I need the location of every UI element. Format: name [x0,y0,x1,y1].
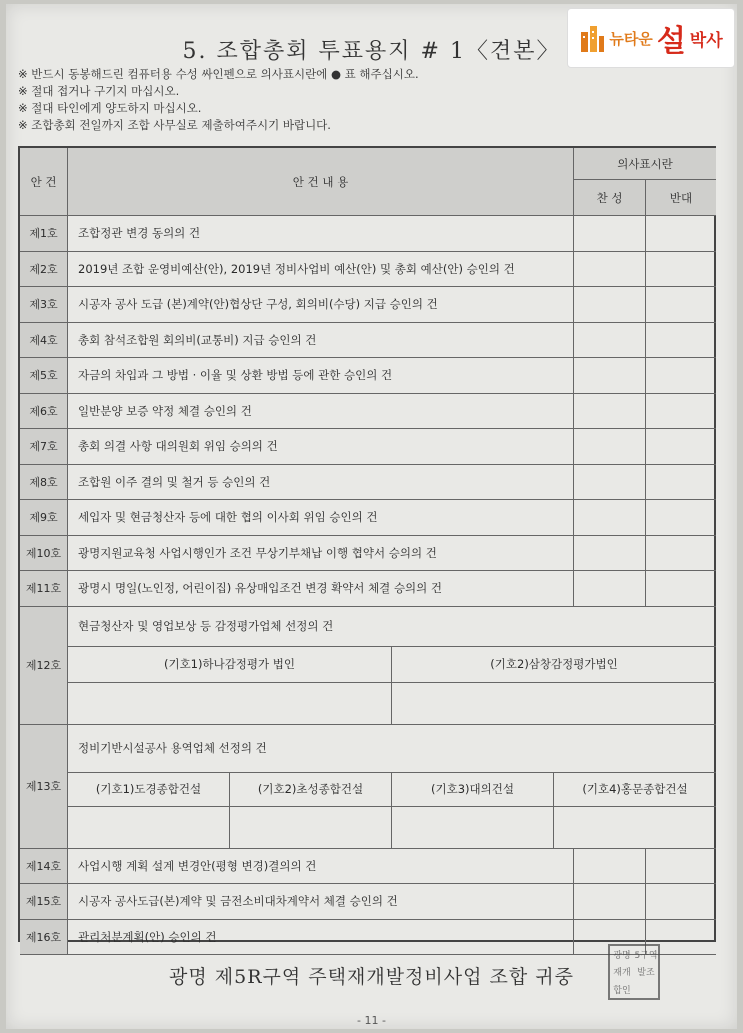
badge-text: 뉴타운 [609,29,653,48]
candidate-option-2: (기호2)초성종합건설 [230,773,392,807]
vote-oppose-box[interactable] [646,394,716,430]
agenda-text: 시공자 공사 도급 (본)계약(안)협상단 구성, 회의비(수당) 지급 승인의 건 [68,287,574,323]
house-icon [579,22,605,54]
instructions [18,66,578,134]
badge-tail: 박사 [689,30,723,51]
agenda-number: 제12호 [20,607,68,725]
header-agree: 찬 성 [574,180,646,216]
agenda-text: 광명시 명일(노인정, 어린이집) 유상매입조건 변경 확약서 체결 승의의 건 [68,571,574,607]
candidate-vote-box-1[interactable] [68,807,230,849]
agenda-number: 제2호 [20,252,68,288]
candidate-option-4: (기호4)홍문종합건설 [554,773,716,807]
agenda-text: 총회 의결 사항 대의원회 위임 승의의 건 [68,429,574,465]
header-agenda-no: 안 건 [20,148,68,216]
header-vote: 의사표시란 [574,148,716,180]
seal-char: 발조 [637,968,655,979]
agenda-text: 총회 참석조합원 회의비(교통비) 지급 승인의 건 [68,323,574,359]
vote-oppose-box[interactable] [646,849,716,885]
agenda-text: 2019년 조합 운영비예산(안), 2019년 정비사업비 예산(안) 및 총회 예산(안) 승인의 건 [68,252,574,288]
note-3: ※ 절대 타인에게 양도하지 마십시오. [18,101,202,115]
agenda-number: 제9호 [20,500,68,536]
vote-agree-box[interactable] [574,571,646,607]
agenda-number: 제5호 [20,358,68,394]
agenda-number: 제7호 [20,429,68,465]
vote-oppose-box[interactable] [646,358,716,394]
header-oppose: 반대 [646,180,716,216]
agenda-number: 제14호 [20,849,68,885]
agenda-number: 제3호 [20,287,68,323]
vote-agree-box[interactable] [574,500,646,536]
vote-oppose-box[interactable] [646,500,716,536]
vote-oppose-box[interactable] [646,429,716,465]
agenda-number: 제6호 [20,394,68,430]
agenda-text: 조합정관 변경 동의의 건 [68,216,574,252]
agenda-number: 제10호 [20,536,68,572]
note-4: ※ 조합총회 전일까지 조합 사무실로 제출하여주시기 바랍니다. [18,118,331,132]
candidate-option-1: (기호1)도경종합건설 [68,773,230,807]
vote-agree-box[interactable] [574,216,646,252]
vote-oppose-box[interactable] [646,252,716,288]
ballot-table [18,146,716,942]
vote-oppose-box[interactable] [646,465,716,501]
footer-org: 광명 제5R구역 주택재개발정비사업 조합 귀중 [169,966,574,988]
agenda-text: 세입자 및 현금청산자 등에 대한 협의 이사회 위임 승인의 건 [68,500,574,536]
vote-agree-box[interactable] [574,252,646,288]
brand-badge [567,8,735,68]
vote-oppose-box[interactable] [646,536,716,572]
agenda-text: 광명지원교육청 사업시행인가 조건 무상기부채납 이행 협약서 승의의 건 [68,536,574,572]
vote-agree-box[interactable] [574,358,646,394]
page-title: 5. 조합총회 투표용지 # 1〈견본〉 [182,39,561,64]
vote-oppose-box[interactable] [646,216,716,252]
agenda-text: 시공자 공사도급(본)계약 및 금전소비대차계약서 체결 승인의 건 [68,884,574,920]
organization-seal [608,944,660,1000]
agenda-number: 제15호 [20,884,68,920]
header-agenda-content: 안 건 내 용 [68,148,574,216]
page-number: - 11 - [357,1014,386,1027]
candidate-vote-box-2[interactable] [230,807,392,849]
agenda-text: 조합원 이주 결의 및 철거 등 승인의 건 [68,465,574,501]
seal-char: 합인 [613,985,631,996]
vote-agree-box[interactable] [574,429,646,465]
agenda-text: 자금의 차입과 그 방법 · 이율 및 상환 방법 등에 관한 승인의 건 [68,358,574,394]
agenda-number: 제4호 [20,323,68,359]
vote-agree-box[interactable] [574,536,646,572]
candidate-option-1: (기호1)하나감정평가 법인 [68,647,392,683]
agenda-text: 관리처분계획(안) 승인의 건 [68,920,574,956]
candidate-option-2: (기호2)삼창감정평가법인 [392,647,716,683]
vote-agree-box[interactable] [574,884,646,920]
vote-oppose-box[interactable] [646,287,716,323]
vote-agree-box[interactable] [574,287,646,323]
agenda-text: 일반분양 보증 약정 체결 승인의 건 [68,394,574,430]
agenda-number: 제16호 [20,920,68,956]
candidate-vote-box-4[interactable] [554,807,716,849]
vote-agree-box[interactable] [574,849,646,885]
badge-big-char: 설 [656,24,686,59]
vote-agree-box[interactable] [574,323,646,359]
candidate-vote-box-1[interactable] [68,683,392,725]
candidate-vote-box-2[interactable] [392,683,716,725]
agenda-text: 현금청산자 및 영업보상 등 감정평가업체 선정의 건 [68,607,716,647]
agenda-number: 제11호 [20,571,68,607]
candidate-option-3: (기호3)대의건설 [392,773,554,807]
note-1: ※ 반드시 동봉해드린 컴퓨터용 수성 싸인펜으로 의사표시란에 ● 표 해주십시오. [18,67,419,81]
seal-char: 광명 [613,951,631,962]
candidate-vote-box-3[interactable] [392,807,554,849]
vote-oppose-box[interactable] [646,323,716,359]
note-2: ※ 절대 접거나 구기지 마십시오. [18,84,180,98]
vote-agree-box[interactable] [574,394,646,430]
vote-agree-box[interactable] [574,465,646,501]
agenda-number: 제8호 [20,465,68,501]
seal-char: 5구역 [634,951,658,962]
seal-char: 재개 [613,968,631,979]
agenda-text: 사업시행 계획 설계 변경안(평형 변경)결의의 건 [68,849,574,885]
agenda-number: 제1호 [20,216,68,252]
agenda-text: 정비기반시설공사 용역업체 선정의 건 [68,725,716,773]
vote-oppose-box[interactable] [646,571,716,607]
agenda-number: 제13호 [20,725,68,849]
vote-oppose-box[interactable] [646,884,716,920]
